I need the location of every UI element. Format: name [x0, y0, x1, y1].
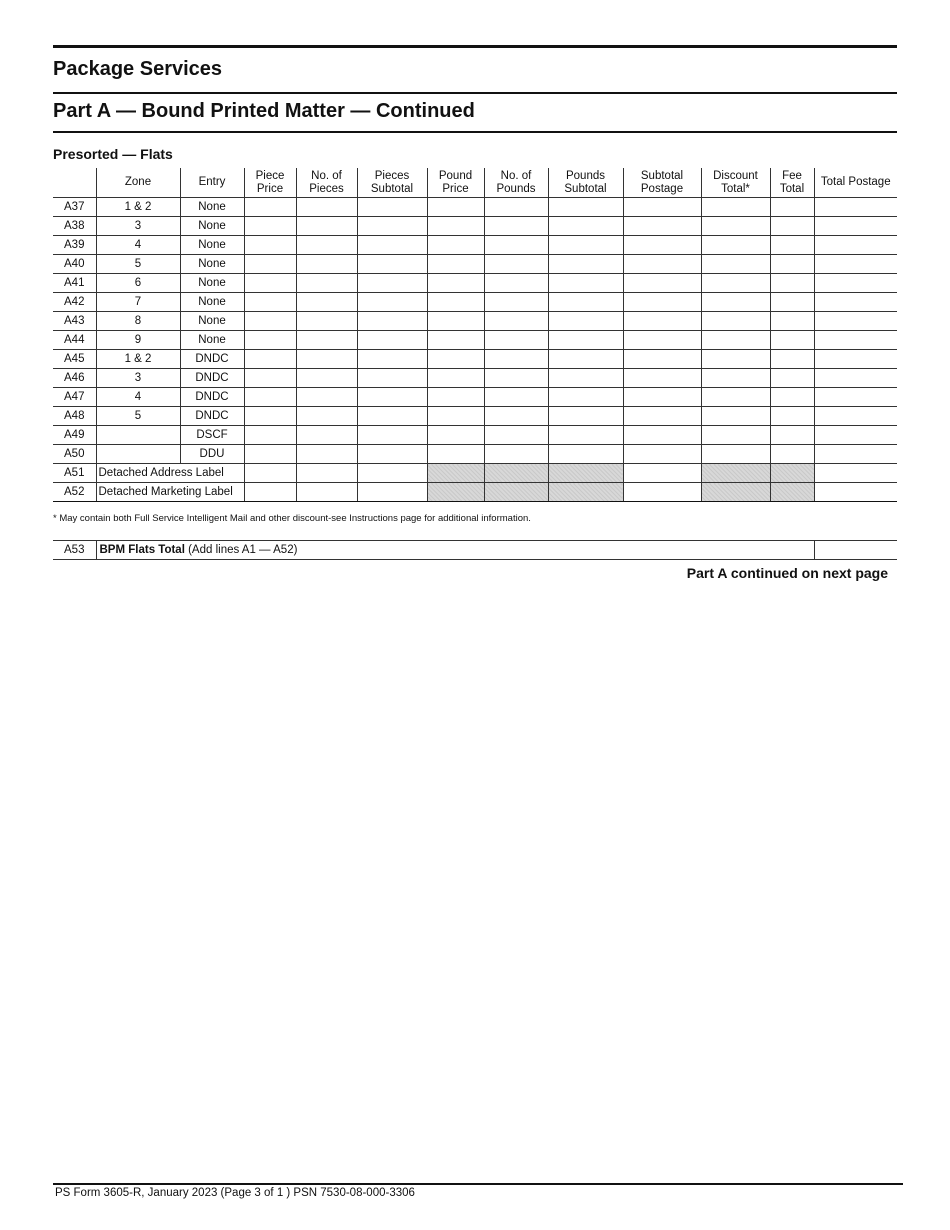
no-of-pieces-input[interactable]: [296, 407, 357, 426]
pounds-subtotal-shaded-cell: [548, 464, 623, 483]
pound-price-input[interactable]: [427, 369, 484, 388]
section-rule: [53, 92, 897, 94]
entry-cell: None: [180, 217, 244, 236]
pound-price-input[interactable]: [427, 312, 484, 331]
entry-cell: None: [180, 198, 244, 217]
subtotal-postage-input[interactable]: [623, 274, 701, 293]
total-postage-input[interactable]: [814, 198, 897, 217]
fee-total-input[interactable]: [770, 426, 814, 445]
pieces-subtotal-input[interactable]: [357, 464, 427, 483]
column-header-entry: Entry: [180, 168, 244, 198]
pounds-subtotal-input[interactable]: [548, 388, 623, 407]
table-row: [53, 350, 897, 369]
section-title: Package Services: [53, 58, 223, 80]
subtotal-postage-input[interactable]: [623, 407, 701, 426]
zone-cell: 8: [96, 312, 180, 331]
entry-cell: DDU: [180, 445, 244, 464]
fee-total-input[interactable]: [770, 274, 814, 293]
total-row-label-rest: (Add lines A1 — A52): [184, 544, 298, 556]
piece-price-input[interactable]: [244, 274, 296, 293]
pounds-subtotal-shaded-cell: [548, 483, 623, 502]
piece-price-input[interactable]: [244, 198, 296, 217]
discount-total-input[interactable]: [701, 388, 770, 407]
zone-cell: [96, 426, 180, 445]
zone-cell: 4: [96, 388, 180, 407]
piece-price-input[interactable]: [244, 388, 296, 407]
row-code: A43: [53, 312, 96, 331]
no-of-pounds-input[interactable]: [484, 312, 548, 331]
pieces-subtotal-input[interactable]: [357, 407, 427, 426]
pieces-subtotal-input[interactable]: [357, 350, 427, 369]
row-code: A53: [53, 541, 96, 560]
no-of-pounds-input[interactable]: [484, 255, 548, 274]
subtotal-postage-input[interactable]: [623, 426, 701, 445]
piece-price-input[interactable]: [244, 217, 296, 236]
table-row: [53, 426, 897, 445]
pieces-subtotal-input[interactable]: [357, 312, 427, 331]
zone-cell: 5: [96, 407, 180, 426]
column-header-no-of-pounds: No. of Pounds: [484, 168, 548, 198]
total-postage-input[interactable]: [814, 274, 897, 293]
column-header-no-of-pieces: No. of Pieces: [296, 168, 357, 198]
pounds-subtotal-input[interactable]: [548, 217, 623, 236]
zone-cell: 4: [96, 236, 180, 255]
pieces-subtotal-input[interactable]: [357, 331, 427, 350]
fee-total-input[interactable]: [770, 331, 814, 350]
fee-total-input[interactable]: [770, 217, 814, 236]
fee-total-input[interactable]: [770, 388, 814, 407]
column-header-pounds-subtotal: Pounds Subtotal: [548, 168, 623, 198]
column-header-zone: Zone: [96, 168, 180, 198]
piece-price-input[interactable]: [244, 293, 296, 312]
piece-price-input[interactable]: [244, 312, 296, 331]
pound-price-input[interactable]: [427, 274, 484, 293]
pound-price-input[interactable]: [427, 407, 484, 426]
subtotal-postage-input[interactable]: [623, 369, 701, 388]
total-postage-input[interactable]: [814, 312, 897, 331]
table-row: [53, 217, 897, 236]
discount-total-input[interactable]: [701, 350, 770, 369]
pieces-subtotal-input[interactable]: [357, 426, 427, 445]
no-of-pounds-input[interactable]: [484, 388, 548, 407]
pound-price-input[interactable]: [427, 255, 484, 274]
subtotal-postage-input[interactable]: [623, 388, 701, 407]
subtotal-postage-input[interactable]: [623, 483, 701, 502]
total-postage-input[interactable]: [814, 217, 897, 236]
continued-note: Part A continued on next page: [686, 565, 888, 581]
pound-price-input[interactable]: [427, 198, 484, 217]
row-code: A52: [53, 483, 96, 502]
entry-cell: DNDC: [180, 388, 244, 407]
total-postage-input[interactable]: [814, 426, 897, 445]
piece-price-input[interactable]: [244, 255, 296, 274]
no-of-pounds-input[interactable]: [484, 426, 548, 445]
entry-cell: None: [180, 255, 244, 274]
row-code: A42: [53, 293, 96, 312]
no-of-pieces-input[interactable]: [296, 464, 357, 483]
entry-cell: None: [180, 331, 244, 350]
pounds-subtotal-input[interactable]: [548, 407, 623, 426]
row-code: A48: [53, 407, 96, 426]
no-of-pieces-input[interactable]: [296, 483, 357, 502]
table-row: [53, 293, 897, 312]
entry-cell: DNDC: [180, 369, 244, 388]
table-row: [53, 236, 897, 255]
no-of-pounds-shaded-cell: [484, 464, 548, 483]
total-postage-input[interactable]: [814, 350, 897, 369]
subtotal-postage-input[interactable]: [623, 293, 701, 312]
no-of-pieces-input[interactable]: [296, 445, 357, 464]
no-of-pieces-input[interactable]: [296, 255, 357, 274]
pounds-subtotal-input[interactable]: [548, 236, 623, 255]
no-of-pounds-input[interactable]: [484, 293, 548, 312]
no-of-pounds-input[interactable]: [484, 236, 548, 255]
total-postage-input[interactable]: [814, 331, 897, 350]
fee-total-input[interactable]: [770, 445, 814, 464]
entry-cell: None: [180, 293, 244, 312]
no-of-pieces-input[interactable]: [296, 198, 357, 217]
table-row: [53, 274, 897, 293]
total-postage-input[interactable]: [814, 293, 897, 312]
pound-price-input[interactable]: [427, 331, 484, 350]
piece-price-input[interactable]: [244, 483, 296, 502]
piece-price-input[interactable]: [244, 464, 296, 483]
piece-price-input[interactable]: [244, 426, 296, 445]
zone-cell: 3: [96, 369, 180, 388]
column-header-fee-total: Fee Total: [770, 168, 814, 198]
zone-cell: 7: [96, 293, 180, 312]
subsection-title: Presorted — Flats: [53, 146, 173, 162]
label-row-description: Detached Address Label: [96, 464, 244, 483]
zone-cell: 6: [96, 274, 180, 293]
column-header-total-postage: Total Postage: [814, 168, 897, 198]
fee-total-input[interactable]: [770, 369, 814, 388]
fee-total-input[interactable]: [770, 407, 814, 426]
pounds-subtotal-input[interactable]: [548, 350, 623, 369]
pounds-subtotal-input[interactable]: [548, 445, 623, 464]
total-postage-input[interactable]: [814, 388, 897, 407]
discount-total-input[interactable]: [701, 236, 770, 255]
entry-cell: None: [180, 236, 244, 255]
discount-total-input[interactable]: [701, 198, 770, 217]
row-code: A49: [53, 426, 96, 445]
piece-price-input[interactable]: [244, 236, 296, 255]
no-of-pounds-input[interactable]: [484, 350, 548, 369]
discount-total-input[interactable]: [701, 426, 770, 445]
flats-table: [53, 168, 897, 502]
pieces-subtotal-input[interactable]: [357, 236, 427, 255]
pieces-subtotal-input[interactable]: [357, 217, 427, 236]
discount-total-input[interactable]: [701, 331, 770, 350]
pieces-subtotal-input[interactable]: [357, 293, 427, 312]
pieces-subtotal-input[interactable]: [357, 369, 427, 388]
row-code: A38: [53, 217, 96, 236]
subtotal-postage-input[interactable]: [623, 350, 701, 369]
pieces-subtotal-input[interactable]: [357, 274, 427, 293]
pieces-subtotal-input[interactable]: [357, 198, 427, 217]
zone-cell: 3: [96, 217, 180, 236]
no-of-pounds-input[interactable]: [484, 274, 548, 293]
pounds-subtotal-input[interactable]: [548, 293, 623, 312]
row-code: A50: [53, 445, 96, 464]
table-row: [53, 369, 897, 388]
entry-cell: DNDC: [180, 350, 244, 369]
column-header-piece-price: Piece Price: [244, 168, 296, 198]
subtotal-postage-input[interactable]: [623, 217, 701, 236]
discount-total-input[interactable]: [701, 293, 770, 312]
row-code: A51: [53, 464, 96, 483]
row-code: A47: [53, 388, 96, 407]
table-row: [53, 483, 897, 502]
subtotal-postage-input[interactable]: [623, 255, 701, 274]
discount-total-shaded-cell: [701, 464, 770, 483]
row-code: A45: [53, 350, 96, 369]
zone-cell: 1 & 2: [96, 198, 180, 217]
row-code: A39: [53, 236, 96, 255]
pound-price-input[interactable]: [427, 426, 484, 445]
entry-cell: None: [180, 312, 244, 331]
fee-total-input[interactable]: [770, 312, 814, 331]
pieces-subtotal-input[interactable]: [357, 483, 427, 502]
fee-total-input[interactable]: [770, 293, 814, 312]
discount-total-input[interactable]: [701, 255, 770, 274]
fee-total-shaded-cell: [770, 464, 814, 483]
pound-price-input[interactable]: [427, 217, 484, 236]
discount-total-input[interactable]: [701, 274, 770, 293]
entry-cell: None: [180, 274, 244, 293]
table-row: [53, 407, 897, 426]
row-code: A46: [53, 369, 96, 388]
table-row: [53, 198, 897, 217]
total-postage-input[interactable]: [814, 236, 897, 255]
no-of-pieces-input[interactable]: [296, 274, 357, 293]
pound-price-input[interactable]: [427, 388, 484, 407]
subtotal-postage-input[interactable]: [623, 312, 701, 331]
zone-cell: 1 & 2: [96, 350, 180, 369]
table-header-row: [53, 168, 897, 198]
row-code: A40: [53, 255, 96, 274]
subtotal-postage-input[interactable]: [623, 236, 701, 255]
pound-price-input[interactable]: [427, 445, 484, 464]
no-of-pieces-input[interactable]: [296, 331, 357, 350]
no-of-pounds-input[interactable]: [484, 331, 548, 350]
no-of-pieces-input[interactable]: [296, 350, 357, 369]
total-postage-input[interactable]: [814, 369, 897, 388]
pounds-subtotal-input[interactable]: [548, 274, 623, 293]
entry-cell: DNDC: [180, 407, 244, 426]
fee-total-shaded-cell: [770, 483, 814, 502]
table-row: [53, 312, 897, 331]
no-of-pieces-input[interactable]: [296, 236, 357, 255]
table-row: [53, 255, 897, 274]
table-row: [53, 464, 897, 483]
row-code: A41: [53, 274, 96, 293]
zone-cell: 5: [96, 255, 180, 274]
total-row-label-bold: BPM Flats Total: [99, 544, 185, 556]
piece-price-input[interactable]: [244, 407, 296, 426]
no-of-pieces-input[interactable]: [296, 293, 357, 312]
discount-total-input[interactable]: [701, 312, 770, 331]
top-rule: [53, 45, 897, 48]
no-of-pieces-input[interactable]: [296, 426, 357, 445]
pounds-subtotal-input[interactable]: [548, 426, 623, 445]
total-table: [53, 540, 897, 560]
subtotal-postage-input[interactable]: [623, 198, 701, 217]
entry-cell: DSCF: [180, 426, 244, 445]
no-of-pieces-input[interactable]: [296, 312, 357, 331]
fee-total-input[interactable]: [770, 198, 814, 217]
total-postage-input[interactable]: [814, 541, 897, 560]
no-of-pieces-input[interactable]: [296, 217, 357, 236]
part-rule: [53, 131, 897, 133]
piece-price-input[interactable]: [244, 331, 296, 350]
fee-total-input[interactable]: [770, 350, 814, 369]
no-of-pounds-input[interactable]: [484, 445, 548, 464]
pounds-subtotal-input[interactable]: [548, 198, 623, 217]
column-header-pieces-subtotal: Pieces Subtotal: [357, 168, 427, 198]
pounds-subtotal-input[interactable]: [548, 369, 623, 388]
pounds-subtotal-input[interactable]: [548, 255, 623, 274]
pound-price-input[interactable]: [427, 350, 484, 369]
pound-price-input[interactable]: [427, 293, 484, 312]
form-footer: PS Form 3605-R, January 2023 (Page 3 of 1 ) PSN 7530-08-000-3306: [55, 1187, 415, 1199]
pieces-subtotal-input[interactable]: [357, 255, 427, 274]
label-row-description: Detached Marketing Label: [96, 483, 244, 502]
row-code: A44: [53, 331, 96, 350]
column-header-pound-price: Pound Price: [427, 168, 484, 198]
no-of-pounds-input[interactable]: [484, 217, 548, 236]
subtotal-postage-input[interactable]: [623, 445, 701, 464]
discount-total-input[interactable]: [701, 445, 770, 464]
pound-price-shaded-cell: [427, 464, 484, 483]
piece-price-input[interactable]: [244, 350, 296, 369]
zone-cell: 9: [96, 331, 180, 350]
table-row: [53, 331, 897, 350]
pounds-subtotal-input[interactable]: [548, 312, 623, 331]
subtotal-postage-input[interactable]: [623, 464, 701, 483]
footnote: * May contain both Full Service Intelligent Mail and other discount-see Instructions page for additional information.: [53, 513, 531, 524]
piece-price-input[interactable]: [244, 369, 296, 388]
footer-rule: [53, 1183, 903, 1185]
no-of-pounds-input[interactable]: [484, 407, 548, 426]
discount-total-input[interactable]: [701, 217, 770, 236]
column-header: [53, 168, 96, 198]
pieces-subtotal-input[interactable]: [357, 388, 427, 407]
row-code: A37: [53, 198, 96, 217]
total-row-label: [96, 541, 814, 560]
no-of-pounds-input[interactable]: [484, 198, 548, 217]
no-of-pounds-input[interactable]: [484, 369, 548, 388]
table-row: [53, 388, 897, 407]
table-row: [53, 445, 897, 464]
pound-price-input[interactable]: [427, 236, 484, 255]
discount-total-shaded-cell: [701, 483, 770, 502]
fee-total-input[interactable]: [770, 236, 814, 255]
total-postage-input[interactable]: [814, 445, 897, 464]
column-header-discount-total: Discount Total*: [701, 168, 770, 198]
total-row: [53, 541, 897, 560]
column-header-subtotal-postage: Subtotal Postage: [623, 168, 701, 198]
pound-price-shaded-cell: [427, 483, 484, 502]
total-postage-input[interactable]: [814, 464, 897, 483]
part-title: Part A — Bound Printed Matter — Continued: [53, 100, 475, 122]
pieces-subtotal-input[interactable]: [357, 445, 427, 464]
pounds-subtotal-input[interactable]: [548, 331, 623, 350]
total-postage-input[interactable]: [814, 407, 897, 426]
no-of-pieces-input[interactable]: [296, 369, 357, 388]
piece-price-input[interactable]: [244, 445, 296, 464]
zone-cell: [96, 445, 180, 464]
no-of-pounds-shaded-cell: [484, 483, 548, 502]
discount-total-input[interactable]: [701, 407, 770, 426]
fee-total-input[interactable]: [770, 255, 814, 274]
no-of-pieces-input[interactable]: [296, 388, 357, 407]
total-postage-input[interactable]: [814, 255, 897, 274]
total-postage-input[interactable]: [814, 483, 897, 502]
discount-total-input[interactable]: [701, 369, 770, 388]
subtotal-postage-input[interactable]: [623, 331, 701, 350]
